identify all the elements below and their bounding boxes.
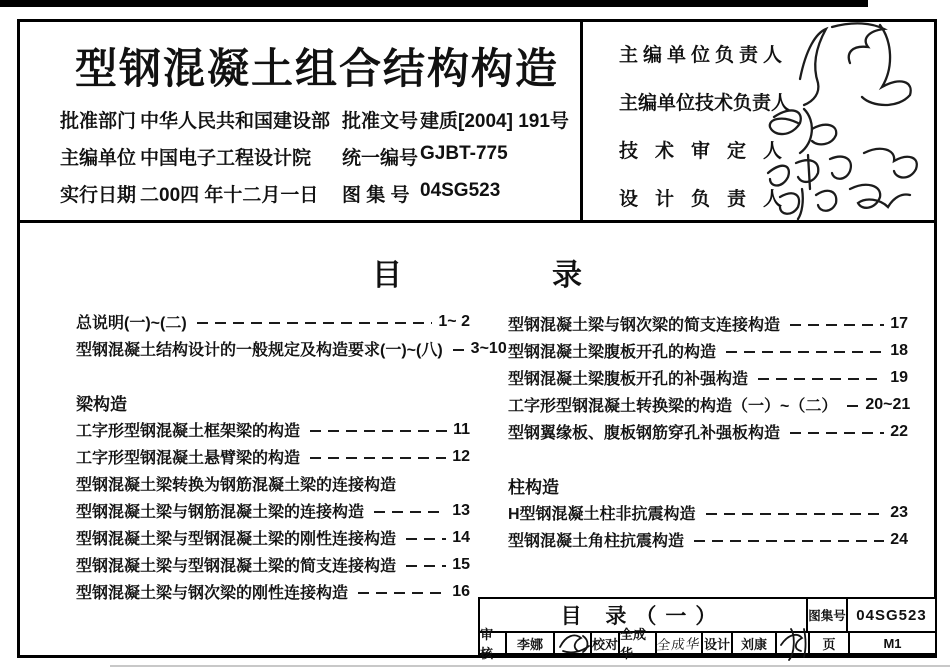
toc-entry: 型钢混凝土梁腹板开孔的补强构造 19 [508,368,908,388]
chief-editor-label: 主编单位 [60,148,137,169]
unified-no-label: 统一编号 [342,148,419,169]
toc-entry: 型钢混凝土梁与钢次梁的刚性连接构造 16 [76,582,470,602]
page-label: 页 [810,633,850,653]
info-row-approval [0,106,580,132]
toc-entry: 总说明(一)~(二) 1~ 2 [76,312,470,332]
designer-role: 设计 [703,633,733,653]
info-row-editor [0,143,580,169]
dot-leader [790,432,884,434]
toc-entry: 型钢混凝土梁与型钢混凝土梁的刚性连接构造 14 [76,528,470,548]
toc-title-char-2: 录 [552,259,582,292]
toc-entry: 型钢混凝土梁与钢次梁的简支连接构造 17 [508,314,908,334]
toc-entry: 型钢混凝土梁与型钢混凝土梁的简支连接构造 15 [76,555,470,575]
dot-leader [310,430,447,432]
approval-dept-value: 中华人民共和国建设部 [140,111,331,132]
reviewer-role: 审核 [480,633,507,653]
toc-section-heading-columns: 柱构造 [508,478,559,497]
proofreader-name: 全成华 [620,633,657,653]
effective-date-value: 二00四 年十二月一日 [140,185,319,206]
toc-column-left [76,308,507,605]
dot-leader [790,324,884,326]
dot-leader [406,538,446,540]
proofreader-signature-handwritten: 全成华 [657,633,703,653]
page-number: M1 [883,635,902,651]
sheet-title: 目 录（一） [480,599,808,631]
toc-entry: 型钢混凝土梁与钢筋混凝土梁的连接构造 13 [76,501,470,521]
toc-entry: H型钢混凝土柱非抗震构造 23 [508,503,908,523]
signer-label-chief-unit: 主编单位负责人 [619,45,788,66]
toc-column-right [508,310,911,553]
handwritten-signatures [752,20,942,220]
dot-leader [758,378,884,380]
approval-doc-value: 建质[2004] 191号 [420,111,569,132]
toc-entry: 型钢混凝土梁腹板开孔的构造 18 [508,341,908,361]
toc-title [17,250,937,294]
dot-leader [453,349,465,351]
atlas-no-value: 04SG523 [856,606,927,624]
info-row-date [0,180,580,206]
toc-entry: 型钢混凝土结构设计的一般规定及构造要求(一)~(八) 3~10 [76,339,507,359]
toc-entry: 工字形型钢混凝土框架梁的构造 11 [76,420,470,440]
atlas-no-value: 04SG523 [420,180,501,201]
approval-dept-label: 批准部门 [60,111,137,132]
chief-editor-value: 中国电子工程设计院 [140,148,312,169]
dot-leader [197,322,433,324]
designer-signature [777,633,810,653]
title-block-top-row [480,599,935,633]
scan-artifact-bottom [110,665,950,667]
toc-entry: 工字形型钢混凝土悬臂梁的构造 12 [76,447,470,467]
toc-entry: 型钢混凝土梁转换为钢筋混凝土梁的连接构造 [76,477,397,494]
toc-section-heading-beams: 梁构造 [76,395,127,414]
effective-date-label: 实行日期 [60,185,137,206]
dot-leader [310,457,446,459]
dot-leader [374,511,446,513]
signer-label-tech-head: 主编单位技术负责人 [619,93,791,114]
proofreader-role: 校对 [592,633,620,653]
signer-label-tech-examiner: 技术审定人 [619,141,800,162]
signer-label-design-head: 设计负责人 [619,189,800,210]
dot-leader [694,540,884,542]
title-block-bottom-row [480,627,935,661]
header-horizontal-divider [17,220,937,223]
toc-entry: 工字形型钢混凝土转换梁的构造（一）~（二） 20~21 [508,395,911,415]
reviewer-name: 李娜 [507,633,555,653]
unified-no-value: GJBT-775 [420,143,508,164]
dot-leader [847,405,859,407]
dot-leader [358,592,446,594]
dot-leader [406,565,446,567]
drawing-title-block [478,597,937,661]
toc-entry: 型钢翼缘板、腹板钢筋穿孔补强板构造 22 [508,422,908,442]
scan-artifact-top [0,0,868,7]
reviewer-signature [555,633,592,653]
designer-name: 刘康 [733,633,777,653]
header-vertical-divider [580,19,583,223]
toc-title-char-1: 目 [372,259,402,292]
toc-entry: 型钢混凝土角柱抗震构造 24 [508,530,908,550]
atlas-title: 型钢混凝土组合结构构造 [75,45,560,92]
approval-doc-label: 批准文号 [342,111,419,132]
dot-leader [706,513,885,515]
atlas-no-label: 图集号 [808,599,848,631]
atlas-no-label: 图 集 号 [342,185,410,206]
dot-leader [726,351,884,353]
